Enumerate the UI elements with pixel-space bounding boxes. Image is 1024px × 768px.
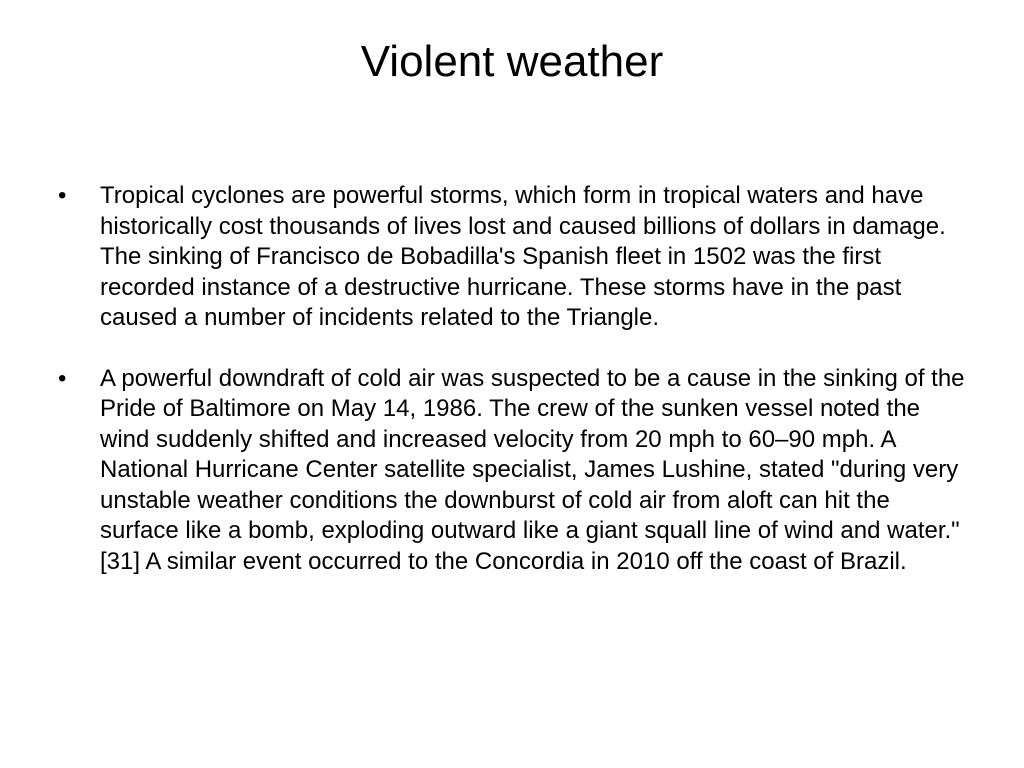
bullet-text: A powerful downdraft of cold air was suspected to be a cause in the sinking of the Pride of Baltimore on May 14, 1986. The crew of the sunken vessel noted the wind suddenly shifted and increased velocity from 20 mph to 60–90 mph. A National Hurricane Center satellite specialist, James Lushine, stated "during very unstable weather conditions the downburst of cold air from aloft can hit the surface like a bomb, exploding outward like a giant squall line of wind and water."[31] A similar event occurred to the Concordia in 2010 off the coast of Brazil. xyxy=(100,364,965,575)
bullet-list xyxy=(58,181,968,607)
bullet-text: Tropical cyclones are powerful storms, which form in tropical waters and have historically cost thousands of lives lost and caused billions of dollars in damage. The sinking of Francisco de Bobadilla's Spanish fleet in 1502 was the first recorded instance of a destructive hurricane. These storms have in the past caused a number of incidents related to the Triangle. xyxy=(100,182,946,331)
bullet-icon: • xyxy=(58,182,67,209)
bullet-item-downdraft xyxy=(58,364,968,578)
bullet-item-tropical-cyclones xyxy=(58,181,968,334)
bullet-icon: • xyxy=(58,364,67,392)
slide-title: Violent weather xyxy=(360,37,664,86)
